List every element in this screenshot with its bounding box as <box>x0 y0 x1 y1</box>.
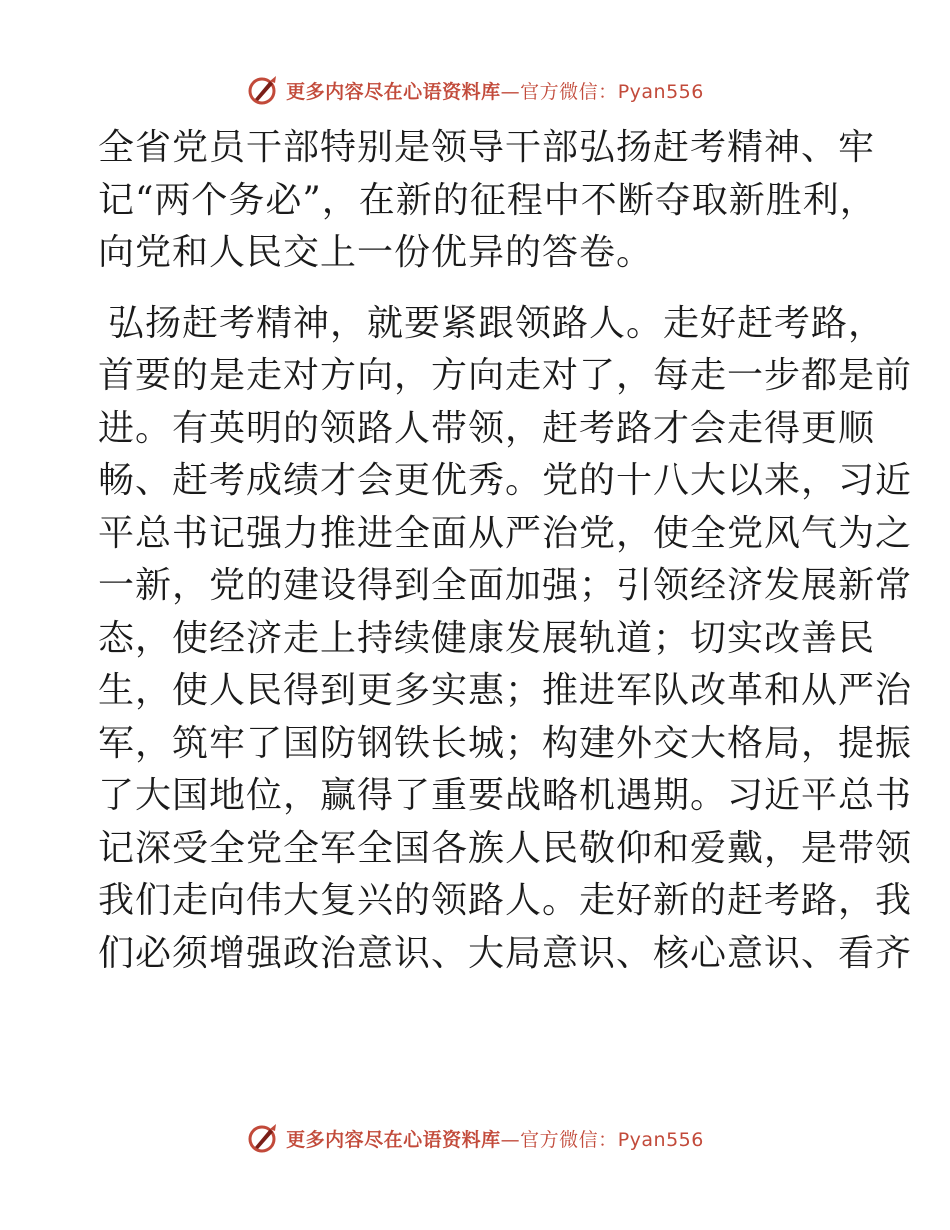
watermark-account: Pyan556 <box>617 1128 704 1151</box>
paragraph-2 <box>98 298 913 981</box>
text-line: 首要的是走对方向，方向走对了，每走一步都是前 <box>98 355 913 396</box>
watermark-dash: — <box>500 1128 521 1151</box>
text-line: 了大国地位，赢得了重要战略机遇期。习近平总书 <box>98 775 913 816</box>
text-line: 们必须增强政治意识、大局意识、核心意识、看齐 <box>98 932 913 974</box>
text-line: 一新，党的建设得到全面加强；引领经济发展新常 <box>98 565 913 606</box>
text-line: 军，筑牢了国防钢铁长城；构建外交大格局，提振 <box>98 722 913 764</box>
watermark-text <box>286 77 704 104</box>
text-line: 记“两个务必”，在新的征程中不断夺取新胜利， <box>98 179 877 221</box>
watermark-official-label: 官方微信： <box>520 1128 618 1151</box>
text-line: 畅、赶考成绩才会更优秀。党的十八大以来，习近 <box>98 460 913 501</box>
watermark-official-label: 官方微信： <box>520 80 618 103</box>
header-watermark <box>0 68 950 112</box>
watermark-text <box>286 1125 704 1152</box>
text-line: 全省党员干部特别是领导干部弘扬赶考精神、牢 <box>98 127 876 168</box>
paragraph-1 <box>98 122 877 280</box>
text-line: 我们走向伟大复兴的领路人。走好新的赶考路，我 <box>98 880 913 921</box>
watermark-slogan: 更多内容尽在心语资料库 <box>286 80 501 103</box>
watermark-slogan: 更多内容尽在心语资料库 <box>286 1128 501 1151</box>
document-body <box>98 122 913 980</box>
quill-logo-icon <box>246 1121 280 1155</box>
text-line: 向党和人民交上一份优异的答卷。 <box>98 232 654 273</box>
text-line: 记深受全党全军全国各族人民敬仰和爱戴，是带领 <box>98 827 913 869</box>
text-line: 态，使经济走上持续健康发展轨道；切实改善民 <box>98 617 876 659</box>
watermark-dash: — <box>500 80 521 103</box>
text-line: 平总书记强力推进全面从严治党，使全党风气为之 <box>98 512 913 554</box>
text-line: 进。有英明的领路人带领，赶考路才会走得更顺 <box>98 407 876 449</box>
text-line: 生，使人民得到更多实惠；推进军队改革和从严治 <box>98 670 913 711</box>
text-line: 弘扬赶考精神，就要紧跟领路人。走好赶考路， <box>108 302 886 344</box>
quill-logo-icon <box>246 73 280 107</box>
footer-watermark <box>0 1116 950 1160</box>
watermark-account: Pyan556 <box>617 80 704 103</box>
